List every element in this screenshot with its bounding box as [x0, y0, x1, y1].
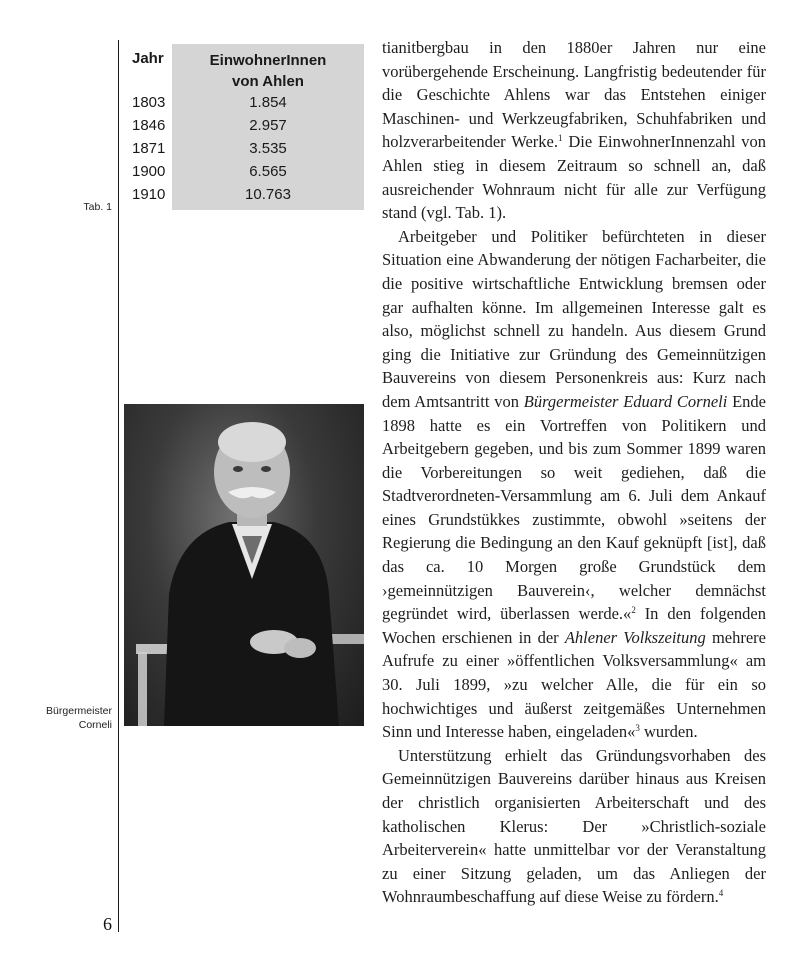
text-run: Unterstützung erhielt das Gründungsvorhaben des Gemeinnützigen Bauvereins darüber hinaus aus Kreisen der christlich organisierten Arbeiterschaft und des katholischen Klerus: Der »Christlich-soziale Arbeiterverein« hatte unmittelbar vor der Veranstaltung zu einer Sitzung geladen, um das Anliegen der Wohnraumbeschaffung auf diese Weise zu fördern. — [382, 745, 766, 907]
footnote-ref: 4 — [718, 888, 724, 899]
text-run: mehrere Aufrufe zu einer »öffentlichen Volksversammlung« am 30. Juli 1899, »zu welcher Alle, die für ein so hochwichtiges und äußerst zeitgemäßes Unternehmen Sinn und Interesse haben, eingeladen« — [382, 627, 766, 742]
page-number: 6 — [103, 914, 112, 934]
table-row — [126, 140, 364, 163]
table-cell-year: 1900 — [132, 163, 166, 180]
table-row — [126, 94, 364, 117]
table-cell-population: 10.763 — [245, 186, 291, 203]
text-run: Arbeitgeber und Politiker befürchteten in dieser Situation eine Abwanderung der nötigen Facharbeiter, die die positive wirtschaftliche Entwicklung bremsen oder gar aufhalten könne. Im allgemeinen Interesse galt es also, möglichst schnell zu handeln. Aus diesem Grund ging die Initiative zur Gründung des Gemeinnützigen Bauvereins von diesem Personenkreis aus: Kurz nach dem Amtsantritt von — [382, 226, 766, 411]
table-cell-population: 3.535 — [249, 140, 287, 157]
portrait-photo-mayor-corneli — [124, 404, 364, 726]
photo-caption-line2: Corneli — [78, 719, 112, 731]
table-cell-year: 1871 — [132, 140, 166, 157]
paragraph — [382, 744, 766, 909]
table-header-population-line1: EinwohnerInnen — [209, 52, 327, 69]
text-run: Die EinwohnerInnenzahl von Ahlen stieg in diesem Zeitraum so schnell an, daß ausreichender Wohnraum nicht für alle zur Verfügung stand (vgl. Tab. 1). — [382, 132, 766, 223]
table-header-population — [172, 50, 364, 92]
population-table — [126, 44, 364, 210]
body-text — [382, 36, 766, 909]
text-run: wurden. — [639, 722, 698, 742]
table-cell-year: 1846 — [132, 117, 166, 134]
text-run: In den folgenden Wochen erschienen in der — [382, 604, 766, 647]
footnote-ref: 3 — [635, 723, 640, 734]
text-run: tianitbergbau in den 1880er Jahren nur eine vorübergehende Erscheinung. Langfristig bedeutender für die Geschichte Ahlens war das Entstehen einiger Maschinen- und Werkzeugfabriken, Schuhfabriken und holzverarbeitender Werke. — [382, 38, 766, 152]
footnote-ref: 2 — [631, 605, 636, 616]
table-reference-note: Tab. 1 — [83, 201, 112, 213]
emphasis-text: Bürgermeister Eduard Corneli — [523, 391, 728, 411]
photo-caption-line1: Bürgermeister — [46, 705, 112, 717]
emphasis-text: Ahlener Volkszeitung — [564, 627, 706, 647]
photo-caption — [46, 704, 112, 732]
paragraph — [382, 36, 766, 225]
portrait-illustration — [124, 404, 364, 726]
table-cell-population: 6.565 — [249, 163, 287, 180]
table-row — [126, 163, 364, 186]
table-cell-population: 2.957 — [249, 117, 287, 134]
paragraph — [382, 225, 766, 744]
table-cell-year: 1910 — [132, 186, 166, 203]
vertical-margin-rule — [118, 40, 119, 932]
footnote-ref: 1 — [557, 133, 563, 144]
table-cell-population: 1.854 — [249, 94, 287, 111]
table-header-population-line2: von Ahlen — [232, 73, 304, 90]
table-header-year: Jahr — [132, 50, 164, 67]
table-row — [126, 117, 364, 140]
table-row — [126, 186, 364, 209]
table-cell-year: 1803 — [132, 94, 166, 111]
text-run: Ende 1898 hatte es ein Vortreffen von Politikern und Arbeitgebern gegeben, und bis zum Sommer 1899 waren die Vorbereitungen so weit gediehen, daß die Stadtverordneten-Versammlung am 6. Juli dem Ankauf eines Grundstükkes zustimmte, obwohl »seitens der Regierung die Bedingung an den Kauf geknüpft [ist], daß das ca. 10 Morgen große Grundstück dem ›gemeinnützigen Bauverein‹, welcher demnächst gegründet wird, überlassen werde.« — [382, 391, 767, 624]
